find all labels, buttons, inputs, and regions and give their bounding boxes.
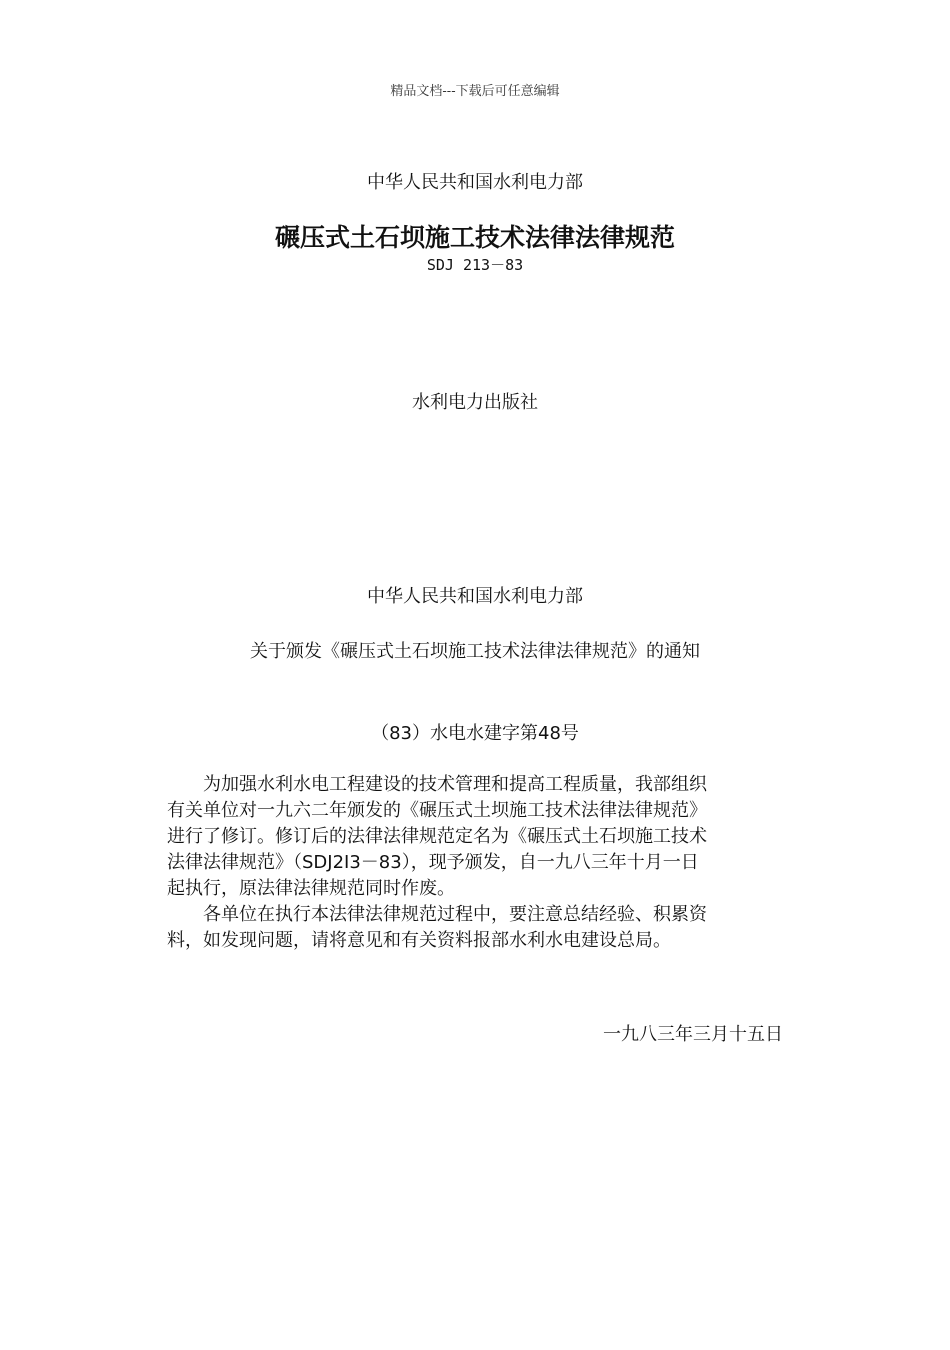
document-code: SDJ 213－83 xyxy=(426,256,524,274)
notice-body xyxy=(167,772,785,954)
body-line: 有关单位对一九六二年颁发的《碾压式土坝施工技术法律法律规范》 xyxy=(167,800,707,821)
header-note: 精品文档---下载后可任意编辑 xyxy=(390,84,560,99)
notice-issuer: 中华人民共和国水利电力部 xyxy=(367,586,583,607)
document-title: 碾压式土石坝施工技术法律法律规范 xyxy=(274,223,675,252)
body-line: 法律法律规范》（SDJ2I3－83），现予颁发，自一九八三年十月一日 xyxy=(167,852,699,873)
notice-title: 关于颁发《碾压式土石坝施工技术法律法律规范》的通知 xyxy=(250,641,700,662)
publisher-name: 水利电力出版社 xyxy=(412,392,538,413)
notice-date: 一九八三年三月十五日 xyxy=(603,1024,783,1045)
body-line: 为加强水利水电工程建设的技术管理和提高工程质量，我部组织 xyxy=(167,774,707,795)
ministry-name: 中华人民共和国水利电力部 xyxy=(367,172,583,193)
body-line: 各单位在执行本法律法律规范过程中，要注意总结经验、积累资 xyxy=(167,904,707,925)
body-line: 起执行，原法律法律规范同时作废。 xyxy=(167,878,455,899)
notice-number: （83）水电水建字第48号 xyxy=(371,723,579,744)
body-line: 进行了修订。修订后的法律法律规范定名为《碾压式土石坝施工技术 xyxy=(167,826,707,847)
body-line: 料，如发现问题，请将意见和有关资料报部水利水电建设总局。 xyxy=(167,930,671,951)
